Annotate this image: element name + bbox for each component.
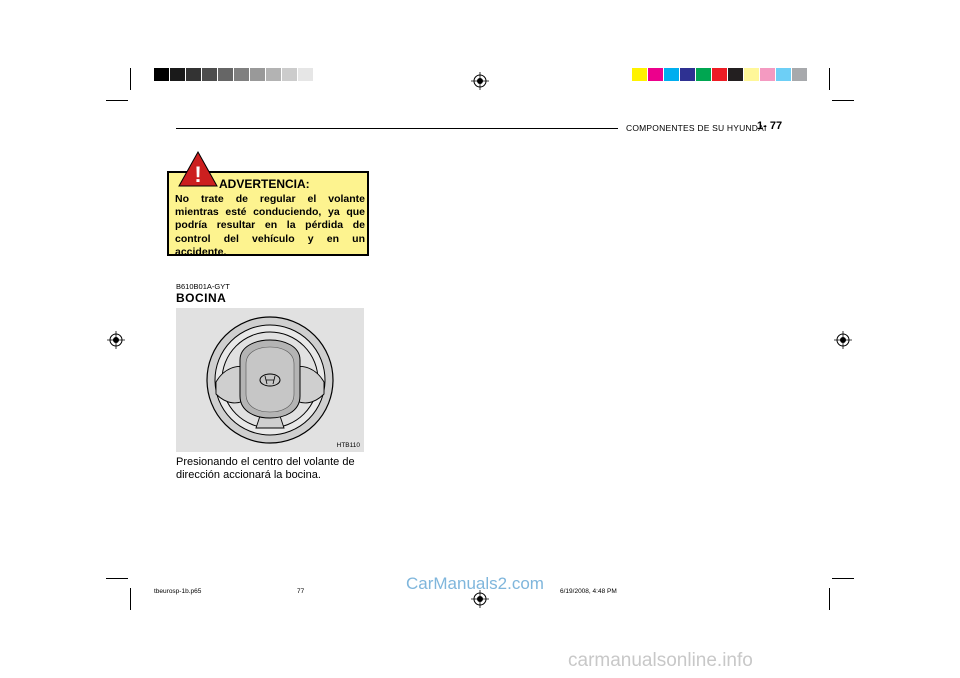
header-rule [176,128,618,129]
calibration-swatch [266,68,281,81]
steering-wheel-icon [176,308,364,452]
figure-label: HTB110 [336,442,360,449]
calibration-swatch [250,68,265,81]
calibration-swatch [648,68,663,81]
calibration-swatch [696,68,711,81]
registration-target-icon [107,331,125,349]
calibration-swatch [632,68,647,81]
header-title: COMPONENTES DE SU HYUNDAI [626,123,767,133]
footer-timestamp: 6/19/2008, 4:48 PM [560,588,617,595]
footer-page-number: 77 [297,588,305,595]
section-code: B610B01A-GYT [176,282,230,291]
calibration-swatch [680,68,695,81]
calibration-swatch [728,68,743,81]
section-title: BOCINA [176,291,227,305]
calibration-swatch [792,68,807,81]
watermark-carmanuals2[interactable]: CarManuals2.com [406,574,544,593]
calibration-swatch [170,68,185,81]
calibration-swatch [298,68,313,81]
calibration-swatch [218,68,233,81]
registration-target-icon [471,72,489,90]
warning-title: ADVERTENCIA: [219,177,310,191]
calibration-swatch [186,68,201,81]
calibration-swatch [664,68,679,81]
figure-caption: Presionando el centro del volante de dirección accionará la bocina. [176,456,355,481]
calibration-swatch [776,68,791,81]
warning-text: No trate de regular el volante mientras esté conduciendo, ya que podría resultar en la pérdida de control del vehículo y en un accidente. [175,193,365,258]
calibration-swatch [202,68,217,81]
warning-triangle-icon [178,151,218,187]
footer-file-name: tbeurosp-1b.p65 [154,588,202,595]
steering-wheel-figure [176,308,364,452]
calibration-swatch [282,68,297,81]
calibration-swatch [234,68,249,81]
header-page-number: 1- 77 [757,120,783,132]
color-calibration-bar [632,68,808,81]
calibration-swatch [154,68,169,81]
calibration-swatch [314,68,329,81]
registration-target-icon [834,331,852,349]
calibration-swatch [712,68,727,81]
warning-symbol: ! [194,162,202,187]
watermark-carmanualsonline[interactable]: carmanualsonline.info [568,650,753,671]
grayscale-calibration-bar [154,68,330,81]
calibration-swatch [744,68,759,81]
calibration-swatch [760,68,775,81]
